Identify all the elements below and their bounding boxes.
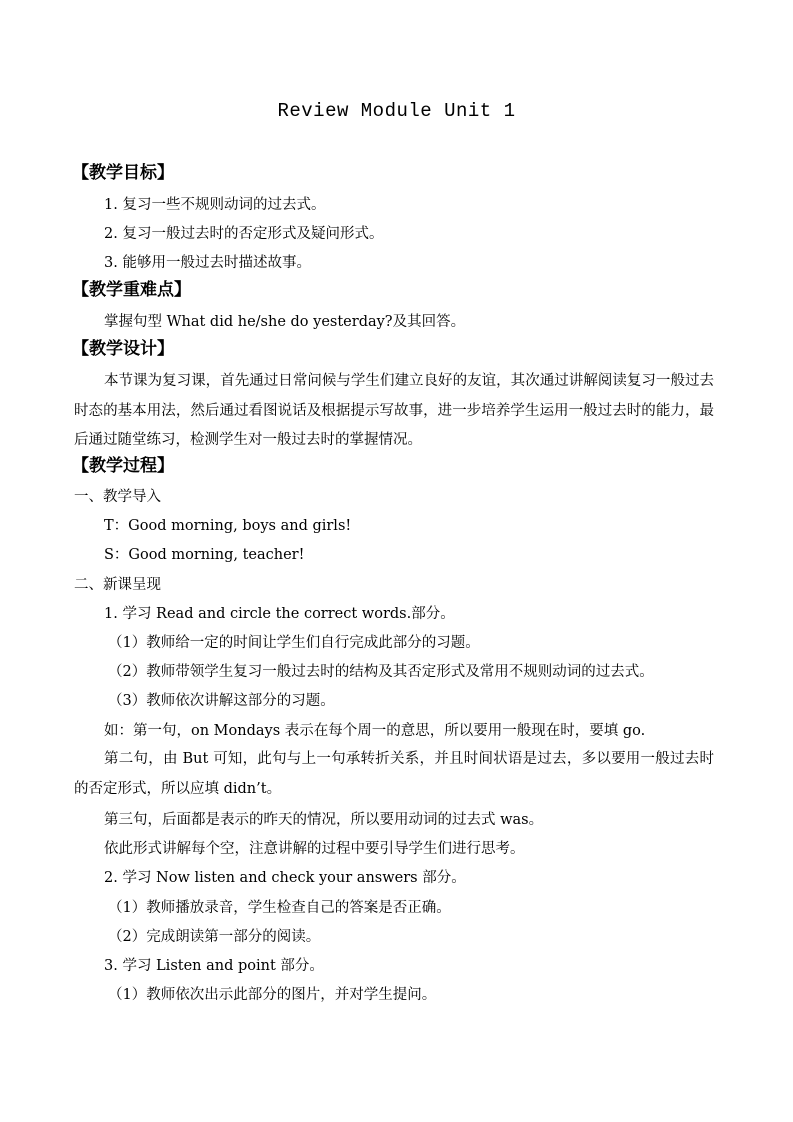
part-heading-new-lesson: 二、新课呈现: [74, 577, 161, 593]
example-sentence-4: 依此形式讲解每个空，注意讲解的过程中要引导学生们进行思考。: [104, 841, 525, 857]
step-2: 2. 学习 Now listen and check your answers 部分。: [104, 870, 466, 886]
step-3: 3. 学习 Listen and point 部分。: [104, 958, 324, 974]
key-point-item: 掌握句型 What did he/she do yesterday?及其回答。: [104, 314, 466, 330]
step-3-item-a: （1）教师依次出示此部分的图片，并对学生提问。: [108, 987, 437, 1003]
section-heading-key-points: 【教学重难点】: [72, 280, 191, 300]
dialog-line-teacher: T：Good morning, boys and girls!: [104, 518, 352, 534]
step-1: 1. 学习 Read and circle the correct words.部分。: [104, 606, 455, 622]
document-title: Review Module Unit 1: [277, 100, 516, 122]
example-sentence-1: 如：第一句，on Mondays 表示在每个周一的意思，所以要用一般现在时，要填 go.: [104, 723, 646, 739]
step-1-item-a: （1）教师给一定的时间让学生们自行完成此部分的习题。: [108, 635, 480, 651]
part-heading-intro: 一、教学导入: [74, 489, 161, 505]
step-1-item-b: （2）教师带领学生复习一般过去时的结构及其否定形式及常用不规则动词的过去式。: [108, 664, 654, 680]
goal-item-2: 2. 复习一般过去时的否定形式及疑问形式。: [104, 226, 384, 242]
section-heading-process: 【教学过程】: [72, 456, 174, 476]
goal-item-3: 3. 能够用一般过去时描述故事。: [104, 255, 311, 271]
goal-item-1: 1. 复习一些不规则动词的过去式。: [104, 197, 326, 213]
example-sentence-2: 第二句，由 But 可知，此句与上一句承转折关系，并且时间状语是过去，多以要用一般过去时的否定形式，所以应填 didn’t。: [74, 751, 714, 797]
step-1-item-c: （3）教师依次讲解这部分的习题。: [108, 693, 335, 709]
design-paragraph: 本节课为复习课，首先通过日常问候与学生们建立良好的友谊，其次通过讲解阅读复习一般过去时态的基本用法，然后通过看图说话及根据提示写故事，进一步培养学生运用一般过去时的能力，最后通过随堂练习，检测学生对一般过去时的掌握情况。: [74, 373, 714, 448]
dialog-line-students: S：Good morning, teacher!: [104, 547, 305, 563]
step-2-item-b: （2）完成朗读第一部分的阅读。: [108, 929, 321, 945]
section-heading-design: 【教学设计】: [72, 339, 174, 359]
section-heading-goals: 【教学目标】: [72, 163, 174, 183]
step-2-item-a: （1）教师播放录音，学生检查自己的答案是否正确。: [108, 900, 451, 916]
example-sentence-3: 第三句，后面都是表示的昨天的情况，所以要用动词的过去式 was。: [104, 812, 544, 828]
